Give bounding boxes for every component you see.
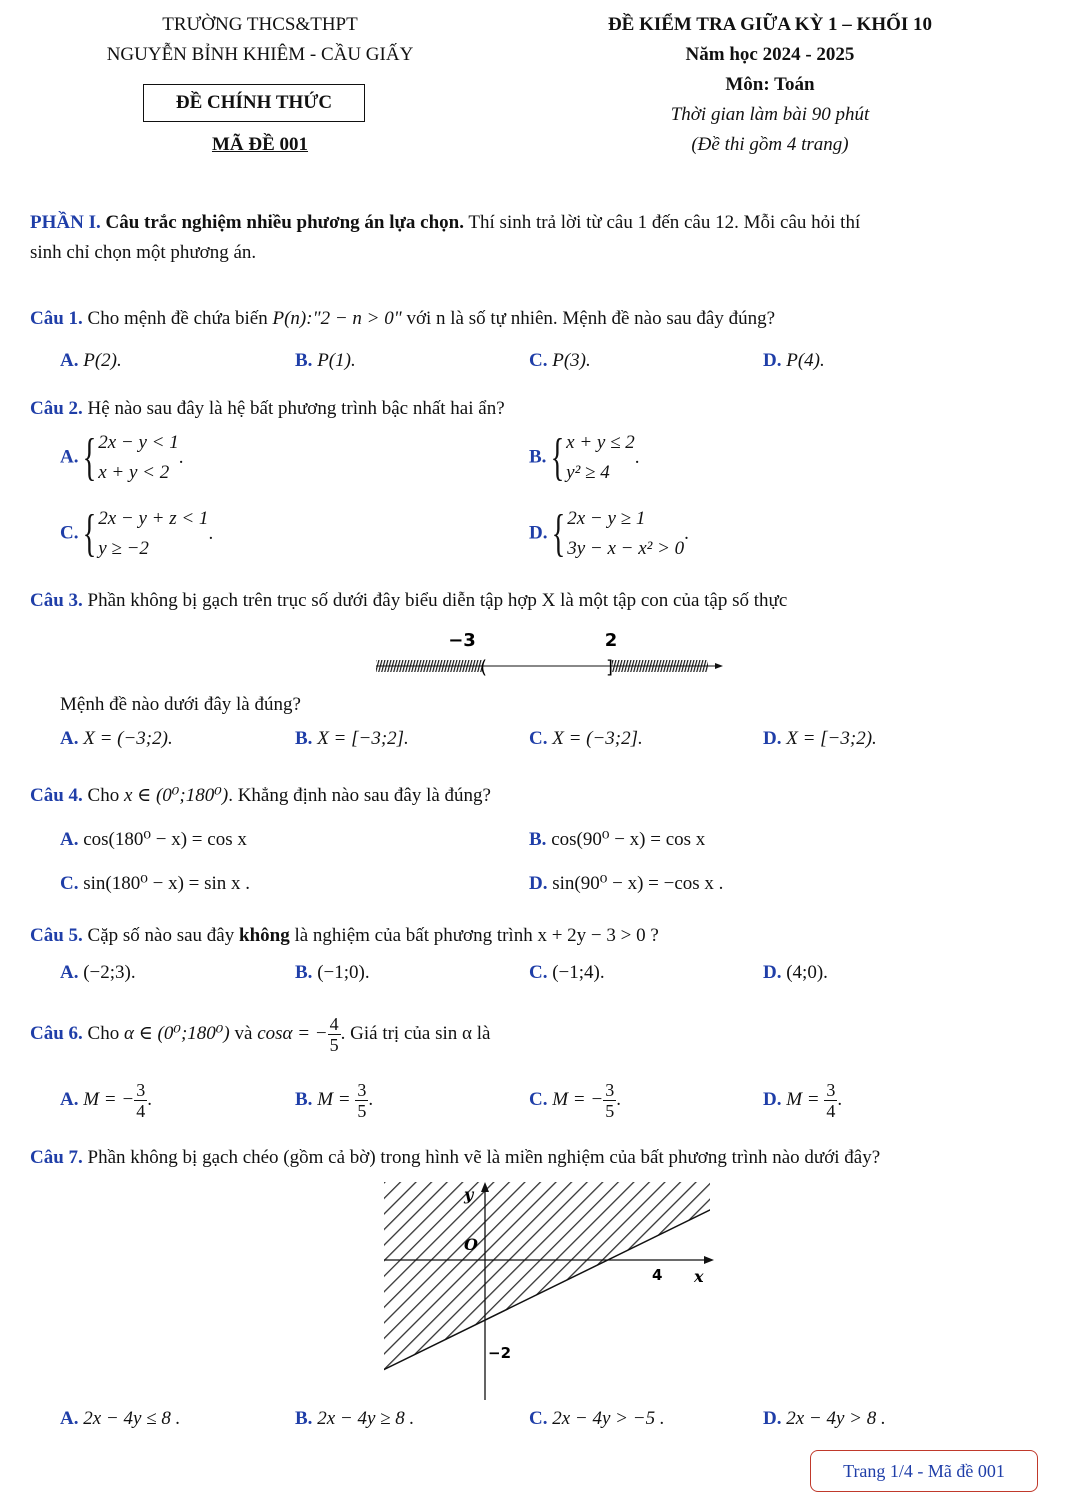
q6-option-b[interactable]: B. M = $\frac{3}{5}$ .: [295, 1080, 374, 1121]
option-text: 2x − 4y > −5 .: [552, 1408, 665, 1429]
official-exam-box: ĐỀ CHÍNH THỨC: [143, 84, 365, 122]
question-4: [30, 784, 491, 807]
option-text: P(2).: [83, 350, 122, 371]
question-label: Câu 1.: [30, 308, 83, 329]
question-3: [30, 590, 787, 612]
question-2: [30, 398, 505, 420]
option-letter: C.: [60, 873, 79, 894]
option-text: X = [−3;2).: [786, 728, 877, 749]
pages-note: (Đề thi gồm 4 trang): [691, 134, 849, 155]
option-text: M = −: [552, 1088, 604, 1110]
option-letter: C.: [529, 1408, 548, 1429]
y-tick-label: −2: [488, 1344, 512, 1362]
axis-right-label: 2: [604, 630, 618, 651]
system-row: 2x − y < 1: [98, 432, 179, 453]
fraction-numerator: 3: [357, 1080, 367, 1100]
q3-option-c[interactable]: [529, 728, 643, 750]
question-text: . Giá trị của sin α là: [340, 1022, 491, 1044]
option-letter: A.: [60, 1088, 79, 1110]
q3-subquestion: Mệnh đề nào dưới đây là đúng?: [60, 694, 301, 715]
q3-option-d[interactable]: [763, 728, 877, 750]
option-letter: D.: [529, 522, 548, 544]
question-formula: cosα = −: [257, 1022, 328, 1044]
option-letter: A.: [60, 350, 79, 371]
option-text: 2x − 4y > 8 .: [786, 1408, 886, 1429]
q5-option-d[interactable]: [763, 962, 828, 984]
system-row: 3y − x − x² > 0: [567, 538, 685, 559]
fraction: [134, 1080, 147, 1121]
q2-option-b[interactable]: [529, 428, 640, 488]
system-row: x + y < 2: [98, 462, 170, 483]
question-text: Phần không bị gạch trên trục số dưới đây biểu diễn tập hợp X là một tập con của tập số thực: [87, 590, 788, 611]
q1-option-a[interactable]: [60, 350, 122, 372]
option-letter: D.: [763, 728, 782, 749]
option-text: (4;0).: [786, 962, 828, 983]
question-6: [30, 1014, 490, 1055]
question-text: với n là số tự nhiên. Mệnh đề nào sau đây đúng?: [406, 308, 776, 329]
q6-option-c[interactable]: C. M = − $\frac{3}{5}$ .: [529, 1080, 621, 1121]
question-label: Câu 5.: [30, 925, 83, 946]
option-text: M =: [317, 1088, 356, 1110]
q1-option-d[interactable]: [763, 350, 825, 372]
q2-option-c[interactable]: [60, 504, 213, 564]
q3-option-a[interactable]: [60, 728, 173, 750]
question-text: Cho: [87, 785, 120, 806]
fraction-numerator: 4: [329, 1014, 339, 1034]
equation-system: { x + y ≤ 2 y² ≥ 4 .: [550, 429, 640, 486]
q2-option-d[interactable]: [529, 504, 689, 564]
option-text: P(1).: [317, 350, 356, 371]
closed-bracket-marker: ]: [606, 657, 614, 678]
option-text: X = (−3;2].: [552, 728, 643, 749]
subject: Môn: Toán: [725, 74, 815, 95]
option-text: sin(180⁰ − x) = sin x .: [83, 873, 251, 894]
fraction-denominator: 4: [136, 1101, 146, 1121]
question-label: Câu 7.: [30, 1147, 83, 1168]
option-letter: C.: [60, 522, 79, 544]
part1-instruction: Thí sinh trả lời từ câu 1 đến câu 12. Mỗi câu hỏi thí: [468, 212, 861, 233]
q5-option-b[interactable]: [295, 962, 370, 984]
q1-option-c[interactable]: [529, 350, 591, 372]
option-text: M = −: [83, 1088, 135, 1110]
option-letter: C.: [529, 728, 548, 749]
option-text: cos(180⁰ − x) = cos x: [83, 829, 247, 850]
option-text: (−1;4).: [552, 962, 605, 983]
x-axis-arrow: [704, 1256, 714, 1264]
axis-left-label: −3: [448, 630, 476, 651]
option-letter: B.: [295, 1408, 313, 1429]
question-text: là nghiệm của bất phương trình x + 2y − 3 > 0 ?: [294, 925, 659, 946]
question-label: Câu 4.: [30, 785, 83, 806]
option-letter: D.: [763, 350, 782, 371]
origin-label: O: [464, 1235, 478, 1254]
question-label: Câu 3.: [30, 590, 83, 611]
question-text: Phần không bị gạch chéo (gồm cả bờ) trong hình vẽ là miền nghiệm của bất phương trình nào dưới đây?: [87, 1147, 881, 1168]
exam-code: MÃ ĐỀ 001: [211, 134, 309, 155]
q5-option-a[interactable]: [60, 962, 136, 984]
q2-option-a[interactable]: [60, 428, 183, 488]
fraction-denominator: 4: [826, 1101, 836, 1121]
school-year: Năm học 2024 - 2025: [685, 44, 855, 65]
option-letter: C.: [529, 962, 548, 983]
question-label: Câu 6.: [30, 1022, 83, 1044]
part1-subtitle: Câu trắc nghiệm nhiều phương án lựa chọn.: [105, 212, 464, 233]
option-letter: B.: [295, 1088, 313, 1110]
q4-option-a[interactable]: [60, 828, 247, 851]
question-text: Cho mệnh đề chứa biến: [87, 308, 268, 329]
part1-heading: [30, 212, 860, 234]
x-axis-label: x: [694, 1267, 704, 1286]
fraction: [603, 1080, 616, 1121]
hatched-right-region: [612, 660, 708, 672]
option-text: P(3).: [552, 350, 591, 371]
question-text: . Khẳng định nào sau đây là đúng?: [228, 785, 491, 806]
school-name-line1: TRƯỜNG THCS&THPT: [162, 14, 358, 35]
option-text: sin(90⁰ − x) = −cos x .: [552, 873, 724, 894]
equation-system: { 2x − y ≥ 1 3y − x − x² > 0 .: [551, 505, 689, 562]
q6-option-a[interactable]: A. M = − $\frac{3}{4}$ .: [60, 1080, 152, 1121]
system-row: 2x − y + z < 1: [98, 508, 209, 529]
axis-arrow: [715, 663, 723, 669]
system-row: x + y ≤ 2: [566, 432, 635, 453]
option-letter: A.: [60, 1408, 79, 1429]
open-bracket-marker: (: [480, 657, 488, 678]
question-label: Câu 2.: [30, 398, 83, 419]
system-row: 2x − y ≥ 1: [567, 508, 646, 529]
option-text: (−2;3).: [83, 962, 136, 983]
option-letter: B.: [529, 446, 547, 468]
equation-system: { 2x − y + z < 1 y ≥ −2 .: [82, 505, 214, 562]
fraction: [355, 1080, 368, 1121]
question-emphasis: không: [239, 925, 290, 946]
question-formula: x ∈ (0⁰;180⁰): [123, 785, 229, 806]
part1-instruction-line2: sinh chỉ chọn một phương án.: [30, 242, 257, 263]
option-text: 2x − 4y ≤ 8 .: [83, 1408, 181, 1429]
option-letter: B.: [295, 350, 313, 371]
option-letter: A.: [60, 829, 79, 850]
question-formula: α ∈ (0⁰;180⁰): [123, 1022, 230, 1044]
number-line-figure: [370, 624, 730, 684]
option-letter: A.: [60, 962, 79, 983]
hatched-left-region: [376, 660, 482, 672]
option-letter: C.: [529, 350, 548, 371]
exam-title: ĐỀ KIỂM TRA GIỮA KỲ 1 – KHỐI 10: [607, 14, 933, 35]
option-text: X = (−3;2).: [83, 728, 173, 749]
q4-option-c[interactable]: [60, 872, 250, 895]
option-text: (−1;0).: [317, 962, 370, 983]
option-letter: A.: [60, 446, 79, 468]
q6-option-d[interactable]: D. M = $\frac{3}{4}$ .: [763, 1080, 843, 1121]
fraction: [824, 1080, 837, 1121]
option-letter: B.: [295, 962, 313, 983]
part1-title: PHẦN I.: [30, 212, 101, 233]
fraction-numerator: 3: [136, 1080, 146, 1100]
question-text: Cặp số nào sau đây: [87, 925, 235, 946]
question-formula: P(n):"2 − n > 0": [272, 308, 402, 329]
equation-system: { 2x − y < 1 x + y < 2 .: [82, 429, 184, 486]
option-text: P(4).: [786, 350, 825, 371]
option-text: X = [−3;2].: [317, 728, 409, 749]
fraction-denominator: 5: [605, 1101, 615, 1121]
system-row: y ≥ −2: [98, 538, 149, 559]
option-letter: A.: [60, 728, 79, 749]
page-footer: Trang 1/4 - Mã đề 001: [810, 1450, 1038, 1492]
option-letter: D.: [529, 873, 548, 894]
option-letter: D.: [763, 962, 782, 983]
question-text: Cho: [87, 1022, 120, 1044]
q7-option-d[interactable]: [763, 1408, 886, 1430]
q4-option-b[interactable]: [529, 828, 705, 851]
option-letter: C.: [529, 1088, 548, 1110]
system-row: y² ≥ 4: [566, 462, 610, 483]
fraction-numerator: 3: [826, 1080, 836, 1100]
question-5: [30, 925, 659, 947]
q7-option-a[interactable]: [60, 1408, 180, 1430]
y-axis-label: y: [464, 1185, 474, 1204]
question-text: Hệ nào sau đây là hệ bất phương trình bậc nhất hai ẩn?: [87, 398, 505, 419]
option-letter: D.: [763, 1088, 782, 1110]
q1-option-b[interactable]: [295, 350, 356, 372]
option-text: cos(90⁰ − x) = cos x: [551, 829, 706, 850]
option-letter: D.: [763, 1408, 782, 1429]
fraction-denominator: 5: [357, 1101, 367, 1121]
school-name-line2: NGUYỄN BỈNH KHIÊM - CẦU GIẤY: [106, 44, 414, 65]
option-letter: B.: [295, 728, 313, 749]
option-letter: B.: [529, 829, 547, 850]
q7-option-b[interactable]: [295, 1408, 414, 1430]
q7-option-c[interactable]: [529, 1408, 665, 1430]
question-1: [30, 308, 775, 330]
option-text: M =: [786, 1088, 825, 1110]
q4-option-d[interactable]: [529, 872, 723, 895]
fraction-numerator: 3: [605, 1080, 615, 1100]
question-7: [30, 1147, 880, 1169]
q3-option-b[interactable]: [295, 728, 409, 750]
exam-duration: Thời gian làm bài 90 phút: [670, 104, 870, 125]
fraction: [328, 1014, 341, 1055]
fraction-denominator: 5: [329, 1035, 339, 1055]
question-text: và: [234, 1022, 253, 1044]
option-text: 2x − 4y ≥ 8 .: [317, 1408, 415, 1429]
inequality-region-graph: [384, 1182, 716, 1404]
q5-option-c[interactable]: [529, 962, 605, 984]
x-tick-label: 4: [652, 1266, 663, 1284]
